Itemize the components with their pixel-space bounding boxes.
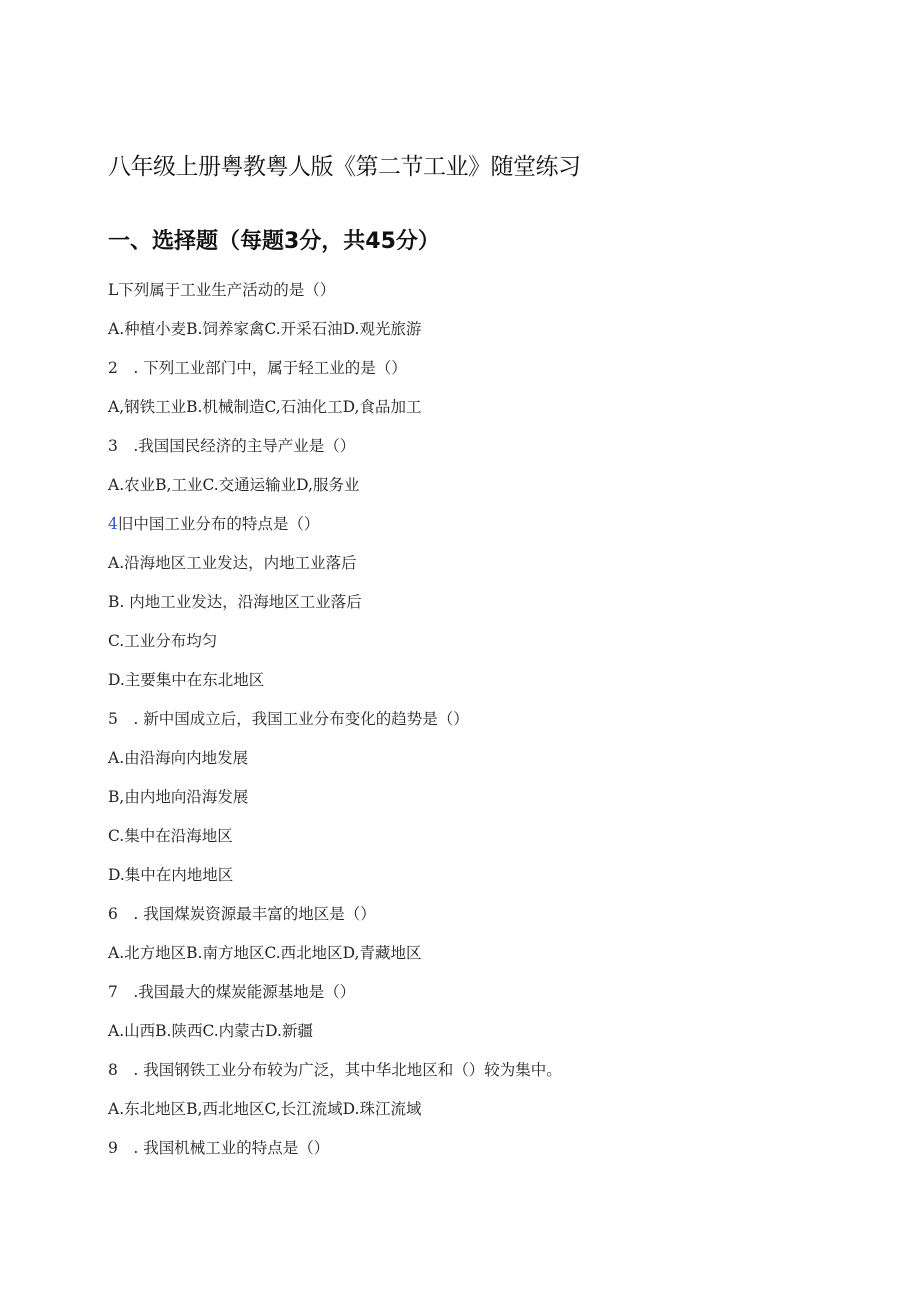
question-8-options: A.东北地区B,西北地区C,长江流域D.珠江流域 [108,1100,422,1118]
document-title: 八年级上册粤教粤人版《第二节工业》随堂练习 [108,154,581,180]
question-5-option-d: D.集中在内地地区 [108,866,234,884]
section-heading: 一、选择题（每题3分，共45分） [108,229,440,254]
question-4-option-d: D.主要集中在东北地区 [108,671,265,689]
question-3: 3 .我国国民经济的主导产业是（） [108,437,356,455]
question-4-number: 4 [108,515,118,533]
question-6-options: A.北方地区B.南方地区C.西北地区D,青藏地区 [108,944,422,962]
question-1-options: A.种植小麦B.饲养家禽C.开采石油D.观光旅游 [108,320,422,338]
question-2: 2 . 下列工业部门中，属于轻工业的是（） [108,359,407,377]
question-4-option-c: C.工业分布均匀 [108,632,218,650]
question-4-option-a: A.沿海地区工业发达，内地工业落后 [108,554,357,572]
question-3-options: A.农业B,工业C.交通运输业D,服务业 [108,476,360,494]
question-5-option-b: B,由内地向沿海发展 [108,788,249,806]
question-5-option-c: C.集中在沿海地区 [108,827,233,845]
question-6: 6 . 我国煤炭资源最丰富的地区是（） [108,905,376,923]
question-8: 8 . 我国钢铁工业分布较为广泛，其中华北地区和（）较为集中。 [108,1061,562,1079]
question-1: L下列属于工业生产活动的是（） [108,281,336,299]
question-7: 7 .我国最大的煤炭能源基地是（） [108,983,356,1001]
question-9: 9 . 我国机械工业的特点是（） [108,1139,330,1157]
question-2-options: A,钢铁工业B.机械制造C,石油化工D,食品加工 [108,398,422,416]
question-4 [108,512,319,534]
question-5: 5 . 新中国成立后，我国工业分布变化的趋势是（） [108,710,469,728]
question-4-text: 旧中国工业分布的特点是（） [117,515,320,533]
question-4-option-b: B. 内地工业发达，沿海地区工业落后 [108,593,362,611]
question-7-options: A.山西B.陕西C.内蒙古D.新疆 [108,1022,313,1040]
question-5-option-a: A.由沿海向内地发展 [108,749,249,767]
